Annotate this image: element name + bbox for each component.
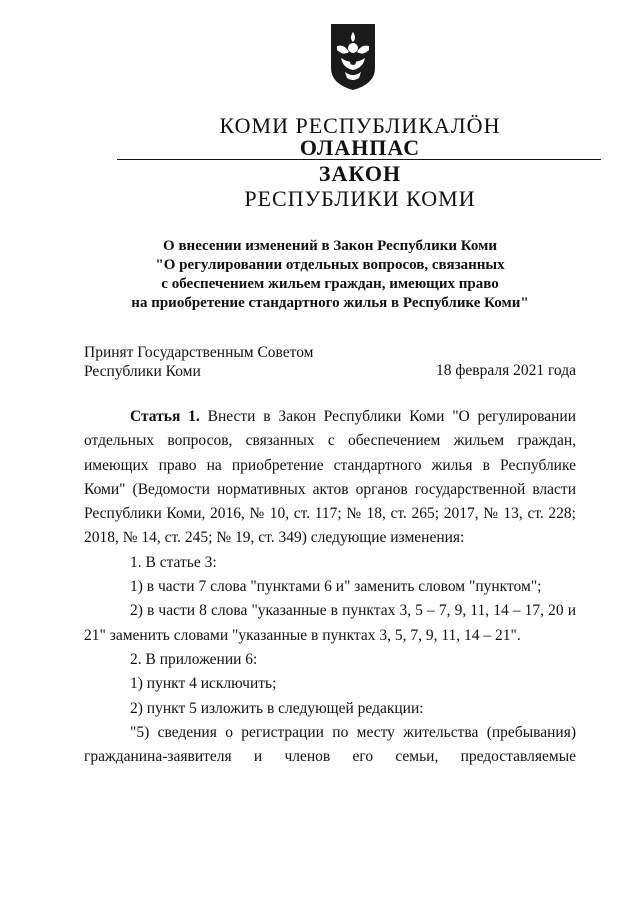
item-1-sub-1: 1) в части 7 слова "пунктами 6 и" заменить словом "пунктом"; <box>130 578 542 596</box>
law-body <box>84 405 576 769</box>
item-2: 2. В приложении 6: <box>130 650 258 668</box>
header-divider <box>117 159 601 160</box>
item-1: 1. В статье 3: <box>130 553 217 571</box>
item-2-sub-1: 1) пункт 4 исключить; <box>130 675 277 693</box>
law-title-line: О внесении изменений в Закон Республики Коми <box>163 238 497 254</box>
law-title-line: с обеспечением жильем граждан, имеющих право <box>161 276 499 292</box>
article-1-paragraph <box>84 405 576 551</box>
header-olanpas: ОЛАНПАС <box>299 135 421 160</box>
header-republic-ru: РЕСПУБЛИКИ КОМИ <box>244 186 476 211</box>
coat-of-arms-emblem <box>327 22 379 92</box>
article-1-label: Статья 1. <box>130 408 200 425</box>
law-title <box>80 237 580 313</box>
law-title-line: "О регулировании отдельных вопросов, связанных <box>155 257 505 273</box>
law-title-line: на приобретение стандартного жилья в Республике Коми" <box>131 295 529 311</box>
adoption-line: Республики Коми <box>84 363 201 380</box>
adoption-date: 18 февраля 2021 года <box>435 362 576 379</box>
item-1-sub-2: 2) в части 8 слова "указанные в пунктах 3, 5 – 7, 9, 11, 14 – 17, 20 и 21" заменить словами "указанные в пунктах 3, 5, 7, 9, 11, 14 – 21". <box>84 602 576 644</box>
item-2-sub-3: "5) сведения о регистрации по месту жительства (пребывания) гражданина-заявителя и членов его семьи, предоставляемые <box>84 723 576 766</box>
adoption-line: Принят Государственным Советом <box>84 344 314 361</box>
adoption-info <box>84 343 314 381</box>
item-2-sub-2: 2) пункт 5 изложить в следующей редакции: <box>130 699 424 717</box>
article-1-text: Внести в Закон Республики Коми "О регулировании отдельных вопросов, связанных с обеспечением жильем граждан, имеющих право на приобретение стандартного жилья в Республике Коми" (Ведомости нормативных актов органов государственной власти Республики Коми, 2016, № 10, ст. 117; № 18, ст. 265; 2017, № 13, ст. 228; 2018, № 14, ст. 245; № 19, ст. 349) следующие изменения: <box>84 408 577 547</box>
header-law: ЗАКОН <box>318 161 402 186</box>
header-republic-komi: КОМИ РЕСПУБЛИКАЛÖН <box>219 113 501 138</box>
